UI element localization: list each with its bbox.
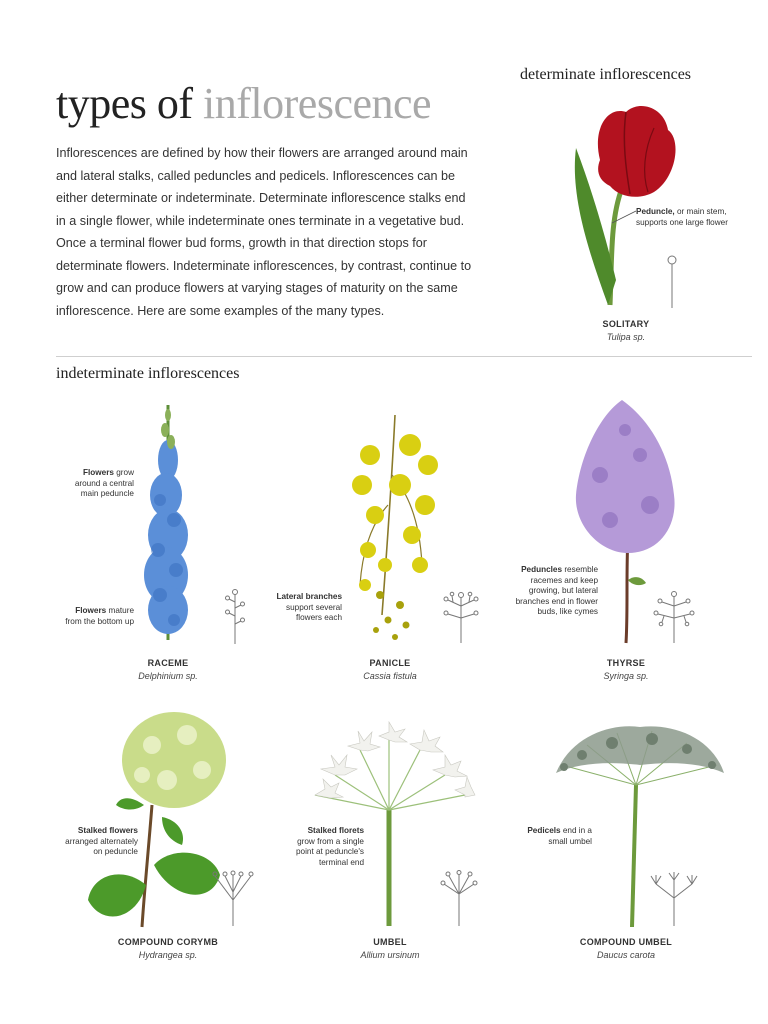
thyrse-diagram — [650, 590, 698, 645]
corymb-species: Hydrangea sp. — [138, 950, 198, 960]
raceme-diagram — [224, 588, 246, 646]
panicle-annotation: Lateral branches support several flowers each — [276, 592, 342, 622]
compound-umbel-diagram — [650, 870, 698, 928]
title-accent: inflorescence — [203, 79, 432, 128]
cassia-illustration — [340, 415, 450, 645]
solitary-annotation: Peduncle, or main stem, supports one large flower — [636, 207, 728, 227]
thyrse-species: Syringa sp. — [603, 671, 649, 681]
thyrse-caption: THYRSE — [606, 658, 646, 668]
compound-umbel-species: Daucus carota — [596, 950, 656, 960]
compound-umbel-caption: COMPOUND UMBEL — [579, 937, 673, 947]
corymb-annotation: Stalked flowers arranged alternately on peduncle — [65, 826, 138, 856]
solitary-species: Tulipa sp. — [606, 332, 646, 342]
thyrse-annotation: Peduncles resemble racemes and keep growing, but lateral branches end in flower buds, like cymes — [515, 565, 598, 616]
solitary-caption: SOLITARY — [602, 319, 650, 329]
delphinium-illustration — [138, 400, 198, 645]
page-title — [56, 78, 431, 129]
section-heading-indeterminate: indeterminate inflorescences — [56, 365, 240, 382]
solitary-diagram — [664, 255, 680, 310]
umbel-caption: UMBEL — [373, 937, 407, 947]
section-heading-determinate: determinate inflorescences — [520, 66, 692, 83]
intro-paragraph: Inflorescences are defined by how their flowers are arranged around main and lateral stalks, called peduncles and pedicels. Inflorescences can be either determinate or indeterminate. Determinate inflorescence stalks end in a single flower, while indeterminate ones terminate in a vegetative bud. Once a terminal flower bud forms, growth in that direction stops for determinate flowers. Indeterminate inflorescences, by contrast, continue to grow and can produce flowers at varying stages of maturity on the same inflorescence. Here are some examples of the many types. — [56, 146, 472, 318]
corymb-diagram — [210, 870, 256, 928]
raceme-annotation-bottom: Flowers mature from the bottom up — [65, 606, 134, 626]
panicle-caption: PANICLE — [369, 658, 411, 668]
panicle-species: Cassia fistula — [363, 671, 417, 681]
title-main: types of — [56, 79, 204, 128]
umbel-annotation: Stalked florets grow from a single point at peduncle's terminal end — [295, 826, 364, 867]
corymb-caption: COMPOUND CORYMB — [117, 937, 219, 947]
raceme-species: Delphinium sp. — [138, 671, 198, 681]
panicle-diagram — [440, 590, 482, 645]
raceme-caption: RACEME — [147, 658, 189, 668]
umbel-species: Allium ursinum — [360, 950, 420, 960]
compound-umbel-annotation: Pedicels end in a small umbel — [527, 826, 592, 846]
section-divider — [56, 356, 752, 357]
raceme-annotation-top: Flowers grow around a central main peduncle — [74, 468, 134, 498]
umbel-diagram — [441, 870, 477, 928]
